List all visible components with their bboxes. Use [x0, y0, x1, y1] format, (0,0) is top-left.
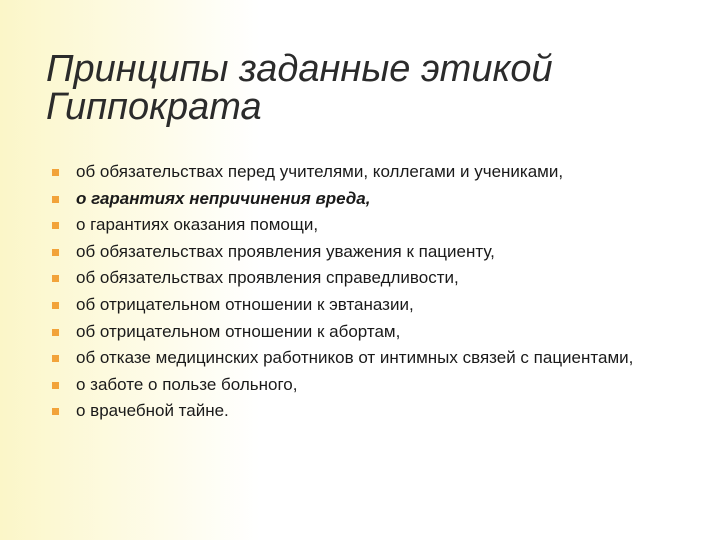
square-bullet-icon [52, 302, 59, 309]
list-item [52, 295, 692, 315]
square-bullet-icon [52, 249, 59, 256]
square-bullet-icon [52, 382, 59, 389]
square-bullet-icon [52, 169, 59, 176]
list-item [52, 189, 692, 209]
square-bullet-icon [52, 196, 59, 203]
list-item-text: о гарантиях оказания помощи, [76, 215, 319, 235]
square-bullet-icon [52, 275, 59, 282]
list-item [52, 375, 692, 395]
list-item-text: об обязательствах перед учителями, коллегами и учениками, [76, 162, 564, 181]
square-bullet-icon [52, 355, 59, 362]
square-bullet-icon [52, 222, 59, 229]
list-item-text: об обязательствах проявления уважения к пациенту, [76, 241, 495, 261]
list-item [52, 215, 692, 235]
list-item-text: о гарантиях непричинения вреда, [76, 188, 371, 208]
square-bullet-icon [52, 408, 59, 415]
list-item [52, 162, 692, 182]
list-item-text: о врачебной тайне. [76, 401, 229, 421]
list-item-text: об отказе медицинских работников от интимных связей с пациентами, [76, 348, 634, 368]
list-item [52, 268, 692, 288]
list-item [52, 401, 692, 421]
list-item [52, 322, 692, 342]
list-item [52, 348, 692, 368]
principles-list [52, 162, 692, 428]
list-item-text: о заботе о пользе больного, [76, 374, 298, 394]
slide-title: Принципы заданные этикой Гиппократа [46, 48, 553, 128]
square-bullet-icon [52, 329, 59, 336]
list-item-text: об отрицательном отношении к эвтаназии, [76, 294, 414, 314]
list-item [52, 242, 692, 262]
list-item-text: об обязательствах проявления справедливости, [76, 268, 459, 288]
list-item-text: об отрицательном отношении к абортам, [76, 321, 401, 341]
